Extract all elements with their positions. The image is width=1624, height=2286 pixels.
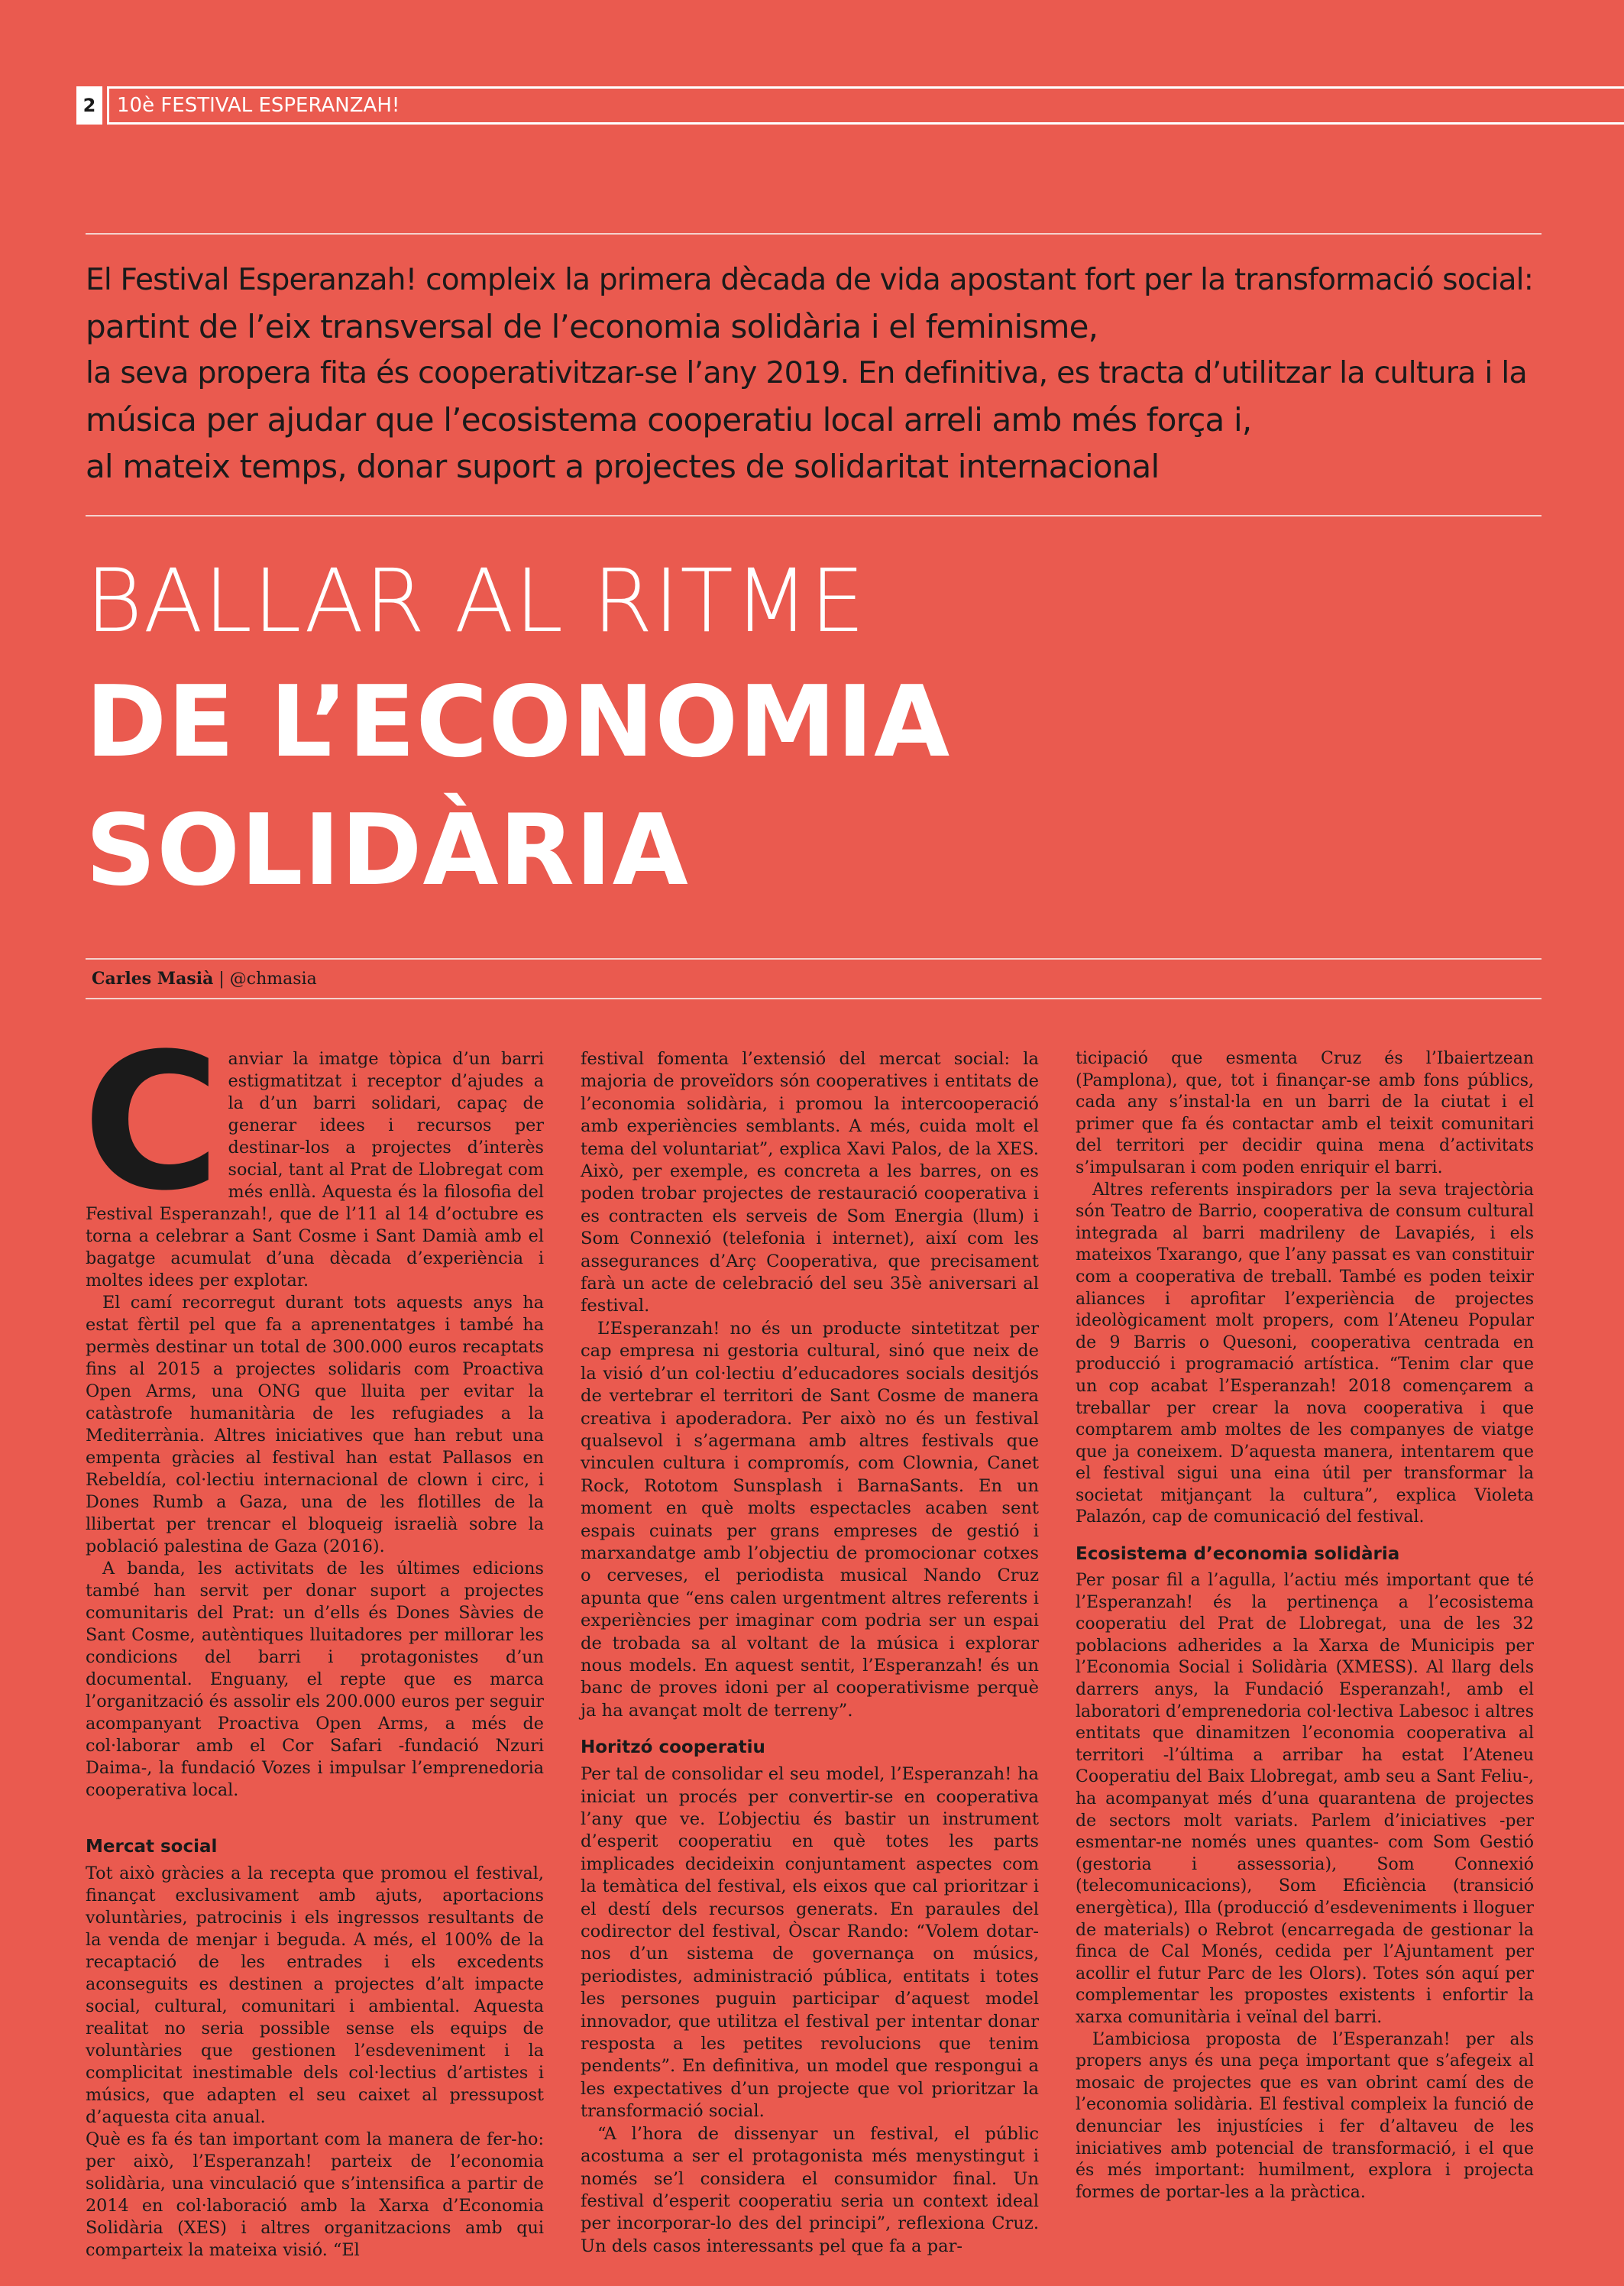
headline-line-3: SOLIDÀRIA (86, 794, 689, 908)
paragraph: Altres referents inspiradors per la seva trajectòria són Teatro de Barrio, cooperativa de consum cultural integrada al barri madrileny de Lavapiés, i els mateixos Txarango, que l’any passat es van constituir com a cooperativa de treball. També es poden teixir aliances i aprofitar l’experiència de projectes ideològicament molt propers, com l’Ateneu Popular de 9 Barris o Quesoni, cooperativa centrada en producció i programació artística. “Tenim clar que un cop acabat l’Esperanzah! 2018 començarem a treballar per crear la nova cooperativa i que comptarem amb moltes de les companyes de viatge que ja coneixem. D’aquesta manera, intentarem que el festival sigui una eina útil per transformar la societat mitjançant la cultura”, explica Violeta Palazón, cap de comunicació del festival. (1076, 1180, 1534, 1527)
lede-line: partint de l’eix transversal de l’economia solidària i el feminisme, (86, 308, 1098, 345)
paragraph: Què es fa és tan important com la manera de fer-ho: per això, l’Esperanzah! parteix de l’economia solidària, una vinculació que s’intensifica a partir de 2014 en col·laboració amb la Xarxa d’Economia Solidària (XES) i altres organitzacions amb qui comparteix la mateixa visió. “El (86, 2129, 544, 2260)
byline (92, 969, 317, 989)
divider-lede (86, 515, 1542, 516)
headline-line-1: BALLAR AL RITME (86, 550, 866, 652)
paragraph: El camí recorregut durant tots aquests anys ha estat fèrtil pel que fa a aprenentatges i també ha permès destinar un total de 300.000 euros recaptats fins al 2015 a projectes solidaris com Proactiva Open Arms, una ONG que lluita per evitar la catàstrofe humanitària de les refugiades a la Mediterrània. Altres iniciatives que han rebut una empenta gràcies al festival han estat Pallasos en Rebeldía, col·lectiu internacional de clown i circ, i Dones Rumb a Gaza, una de les flotilles de la llibertat per trencar el bloqueig israelià sobre la població palestina de Gaza (2016). (86, 1293, 544, 1556)
section-title: 10è FESTIVAL ESPERANZAH! (107, 86, 1624, 125)
lede (86, 257, 1542, 490)
byline-separator: | (213, 970, 230, 989)
article-column-2 (581, 1048, 1039, 2258)
paragraph: Per posar fil a l’agulla, l’actiu més important que té l’Esperanzah! és la pertinença a l’ecosistema cooperatiu del Prat de Llobregat, una de les 32 poblacions adherides a la Xarxa de Municipis per l’Economia Social i Solidària (XMESS). Al llarg dels darrers anys, la Fundació Esperanzah!, amb el laboratori d’emprenedoria col·lectiva Labesoc i altres entitats que dinamitzen l’economia cooperativa al territori -l’última a arribar ha estat l’Ateneu Cooperatiu del Baix Llobregat, amb seu a Sant Feliu-, ha acompanyat més d’una quarantena de projectes de sectors molt variats. Parlem d’iniciatives -per esmentar-ne només unes quantes- com Som Gestió (gestoria i assessoria), Som Connexió (telecomunicacions), Som Eficiència (transició energètica), Illa (producció d’esdeveniments i lloguer de materials) o Rebrot (encarregada de gestionar la finca de Cal Monés, cedida per l’Ajuntament per acollir el futur Parc de les Olors). Totes són aquí per complementar les propostes existents i enfortir la xarxa comunitària i veïnal del barri. (1076, 1571, 1534, 2027)
paragraph: Tot això gràcies a la recepta que promou el festival, finançat exclusivament amb ajuts, aportacions voluntàries, patrocinis i els ingressos resultants de la venda de menjar i beguda. A més, el 100% de la recaptació de les entrades i els excedents aconseguits es destinen a projectes d’alt impacte social, cultural, comunitari i ambiental. Aquesta realitat no seria possible sense els equips de voluntàries que gestionen l’esdeveniment i la complicitat inestimable dels col·lectius d’artistes i músics, que adapten el seu caixet al pressupost d’aquesta cita anual. (86, 1863, 544, 2127)
author-name: Carles Masià (92, 969, 214, 989)
drop-cap: C (82, 1014, 221, 1232)
paragraph: A banda, les activitats de les últimes edicions també han servit per donar suport a projectes comunitaris del Prat: un d’ells és Dones Sàvies de Sant Cosme, autèntiques lluitadores per millorar les condicions del barri i protagonistes d’un documental. Enguany, el repte que es marca l’organització és assolir els 200.000 euros per seguir acompanyant Proactiva Open Arms, a més de col·laborar amb el Cor Safari -fundació Nzuri Daima-, la fundació Vozes i impulsar l’emprenedoria cooperativa local. (86, 1559, 544, 1800)
lede-line: al mateix temps, donar suport a projectes de solidaritat internacional (86, 448, 1160, 485)
paragraph: festival fomenta l’extensió del mercat social: la majoria de proveïdors són cooperatives i entitats de l’economia solidària, i promou la intercooperació amb experiències semblants. A més, cuida molt el tema del voluntariat”, explica Xavi Palos, de la XES. Això, per exemple, es concreta a les barres, on es poden trobar projectes de restauració cooperativa i es contracten els serveis de Som Energia (llum) i Som Connexió (telefonia i internet), així com les assegurances d’Arç Cooperativa, que precisament farà un acte de celebració del seu 35è aniversari al festival. (581, 1049, 1039, 1316)
running-header (76, 86, 1624, 125)
paragraph: ticipació que esmenta Cruz és l’Ibaiertzean (Pamplona), que, tot i finançar-se amb fons públics, cada any s’instal·la en un barri de la ciutat i el primer que fa és contactar amb el teixit comunitari del territori per decidir quina mena d’activitats s’impulsaran i com poden enriquir el barri. (1076, 1049, 1534, 1177)
paragraph: “A l’hora de dissenyar un festival, el públic acostuma a ser el protagonista més menystingut i només se’l considera el consumidor final. Un festival d’esperit cooperatiu seria un context ideal per incorporar-lo des del principi”, reflexiona Cruz. Un dels casos interessants pel que fa a par- (581, 2123, 1039, 2256)
article-column-1 (82, 1014, 544, 2262)
divider-byline-top (86, 958, 1542, 960)
subheading-mercat-social: Mercat social (86, 1837, 218, 1857)
article-column-3 (1076, 1048, 1534, 2203)
paragraph: L’Esperanzah! no és un producte sintetitzat per cap empresa ni gestoria cultural, sinó que neix de la visió d’un col·lectiu d’educadores socials desitjós de vertebrar el territori de Sant Cosme de manera creativa i apoderadora. Per això no és un festival qualsevol i s’agermana amb altres festivals que vinculen cultura i compromís, com Clownia, Canet Rock, Rototom Sunsplash i BarnaSants. En un moment en què molts espectacles acaben sent espais cuinats per grans empreses de gestió i marxandatge amb l’objectiu de promocionar cotxes o cerveses, el periodista musical Nando Cruz apunta que “ens calen urgentment altres referents i experiències per imaginar com podria ser un espai de trobada sa al voltant de la música i explorar nous models. En aquest sentit, l’Esperanzah! és un banc de proves idoni per al cooperativisme perquè ja ha avançat molt de terreny”. (581, 1318, 1039, 1721)
author-handle: @chmasia (229, 970, 317, 989)
subheading-ecosistema: Ecosistema d’economia solidària (1076, 1544, 1400, 1565)
paragraph: anviar la imatge tòpica d’un barri estigmatitzat i receptor d’ajudes a la d’un barri solidari, capaç de generar idees i recursos per destinar-los a projectes d’interès social, tant al Prat de Llobregat com més enllà. Aquesta és la filosofia del Festival Esperanzah!, que de l’11 al 14 d’octubre es torna a celebrar a Sant Cosme i Sant Damià amb el bagatge acumulat d’una dècada d’experiència i moltes idees per explotar. (86, 1049, 544, 1290)
subheading-horitzo-cooperatiu: Horitzó cooperatiu (581, 1737, 765, 1758)
divider-top (86, 233, 1542, 235)
headline (86, 544, 1542, 915)
lede-line: El Festival Esperanzah! compleix la primera dècada de vida apostant fort per la transformació social: (86, 263, 1534, 297)
page-number: 2 (76, 86, 102, 125)
headline-line-2: DE L’ECONOMIA (86, 665, 951, 779)
lede-line: música per ajudar que l’ecosistema cooperatiu local arreli amb més força i, (86, 401, 1252, 439)
paragraph: L’ambiciosa proposta de l’Esperanzah! per als propers anys és una peça important que s’afegeix al mosaic de projectes que es van obrint camí des de l’economia solidària. El festival compleix la funció de denunciar les injustícies i fer d’altaveu de les iniciatives amb potencial de transformació, i el que és més important: humilment, explora i projecta formes de portar-les a la pràctica. (1076, 2029, 1534, 2202)
paragraph: Per tal de consolidar el seu model, l’Esperanzah! ha iniciat un procés per convertir-se en cooperativa l’any que ve. L’objectiu és bastir un instrument d’esperit cooperatiu en què totes les parts implicades decideixin conjuntament aspectes com la temàtica del festival, els eixos que cal prioritzar i el destí dels recursos generats. En paraules del codirector del festival, Òscar Rando: “Volem dotar-nos d’un sistema de governança on músics, periodistes, administració pública, entitats i totes les persones puguin participar d’aquest model innovador, que utilitza el festival per intentar donar resposta a les petites revolucions que tenim pendents”. En definitiva, un model que respongui a les expectatives d’un projecte que vol prioritzar la transformació social. (581, 1764, 1039, 2122)
lede-line: la seva propera fita és cooperativitzar-se l’any 2019. En definitiva, es tracta d’utilitzar la cultura i la (86, 355, 1527, 390)
divider-byline-bottom (86, 998, 1542, 999)
